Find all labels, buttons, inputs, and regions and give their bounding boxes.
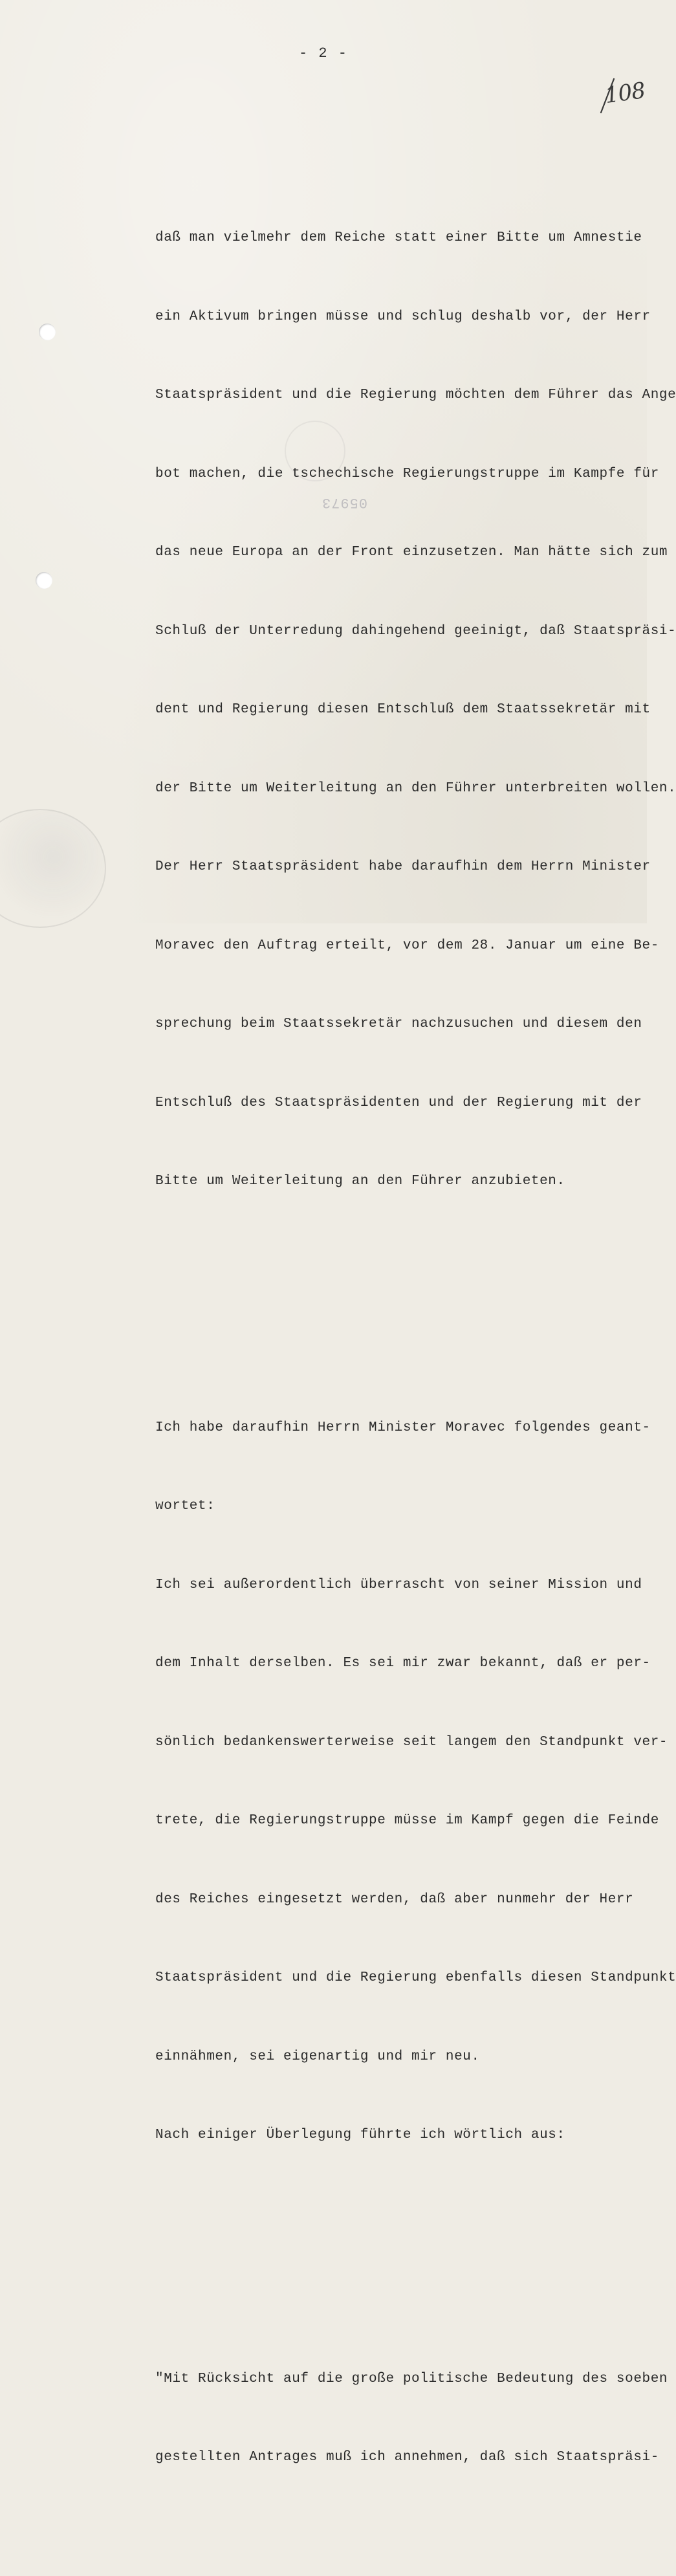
text-line: dent und Regierung diesen Entschluß dem Staatssekretär mit	[155, 702, 651, 717]
text-line: bot machen, die tschechische Regierungstruppe im Kampfe für	[155, 466, 659, 481]
text-line: trete, die Regierungstruppe müsse im Kampf gegen die Feinde	[155, 1813, 659, 1828]
page-number: - 2 -	[298, 45, 348, 61]
paragraph-3	[155, 2314, 668, 2524]
paragraph-spacer	[155, 1300, 647, 1310]
punch-hole	[39, 324, 56, 340]
paragraph-2	[155, 1363, 676, 2201]
text-line: Ich habe daraufhin Herrn Minister Moravec folgendes geant-	[155, 1420, 651, 1435]
folio-annotation	[585, 76, 647, 122]
text-line: daß man vielmehr dem Reiche statt einer Bitte um Amnestie	[155, 230, 642, 245]
text-line: gestellten Antrages muß ich annehmen, daß sich Staatspräsi-	[155, 2450, 659, 2465]
text-line: sönlich bedankenswerterweise seit langem den Standpunkt ver-	[155, 1734, 668, 1750]
text-line: Nach einiger Überlegung führte ich wörtlich aus:	[155, 2128, 565, 2142]
text-line: Staatspräsident und die Regierung möchten dem Führer das Ange	[155, 388, 676, 402]
text-line: Moravec den Auftrag erteilt, vor dem 28. Januar um eine Be-	[155, 938, 659, 953]
text-line: Staatspräsident und die Regierung ebenfalls diesen Standpunkt	[155, 1970, 676, 1985]
text-line: Entschluß des Staatspräsidenten und der Regierung mit der	[155, 1095, 642, 1110]
text-line: "Mit Rücksicht auf die große politische Bedeutung des soeben	[155, 2371, 668, 2386]
text-line: der Bitte um Weiterleitung an den Führer unterbreiten wollen.	[155, 780, 676, 796]
typed-text-body	[155, 120, 676, 2576]
text-line: Bitte um Weiterleitung an den Führer anzubieten.	[155, 1174, 565, 1189]
punch-hole	[36, 572, 52, 589]
text-line: das neue Europa an der Front einzusetzen. Man hätte sich zum	[155, 545, 668, 560]
text-line: Schluß der Unterredung dahingehend geeinigt, daß Staatspräsi-	[155, 623, 676, 639]
text-line: sprechung beim Staatssekretär nachzusuchen und diesem den	[155, 1017, 642, 1031]
text-line: wortet:	[155, 1499, 215, 1514]
folio-number: 108	[603, 77, 647, 109]
text-line: dem Inhalt derselben. Es sei mir zwar bekannt, daß er per-	[155, 1656, 651, 1671]
text-line: des Reiches eingesetzt werden, daß aber nunmehr der Herr	[155, 1891, 634, 1907]
text-line: einnähmen, sei eigenartig und mir neu.	[155, 2049, 480, 2064]
text-line: Der Herr Staatspräsident habe daraufhin dem Herrn Minister	[155, 859, 651, 874]
text-line: Ich sei außerordentlich überrascht von seiner Mission und	[155, 1577, 642, 1592]
paragraph-spacer	[155, 2254, 647, 2262]
paragraph-1	[155, 173, 676, 1248]
text-line: ein Aktivum bringen müsse und schlug deshalb vor, der Herr	[155, 309, 651, 324]
corner-smudge	[0, 809, 106, 928]
bleed-through-stamp-number: 05973	[322, 494, 368, 511]
